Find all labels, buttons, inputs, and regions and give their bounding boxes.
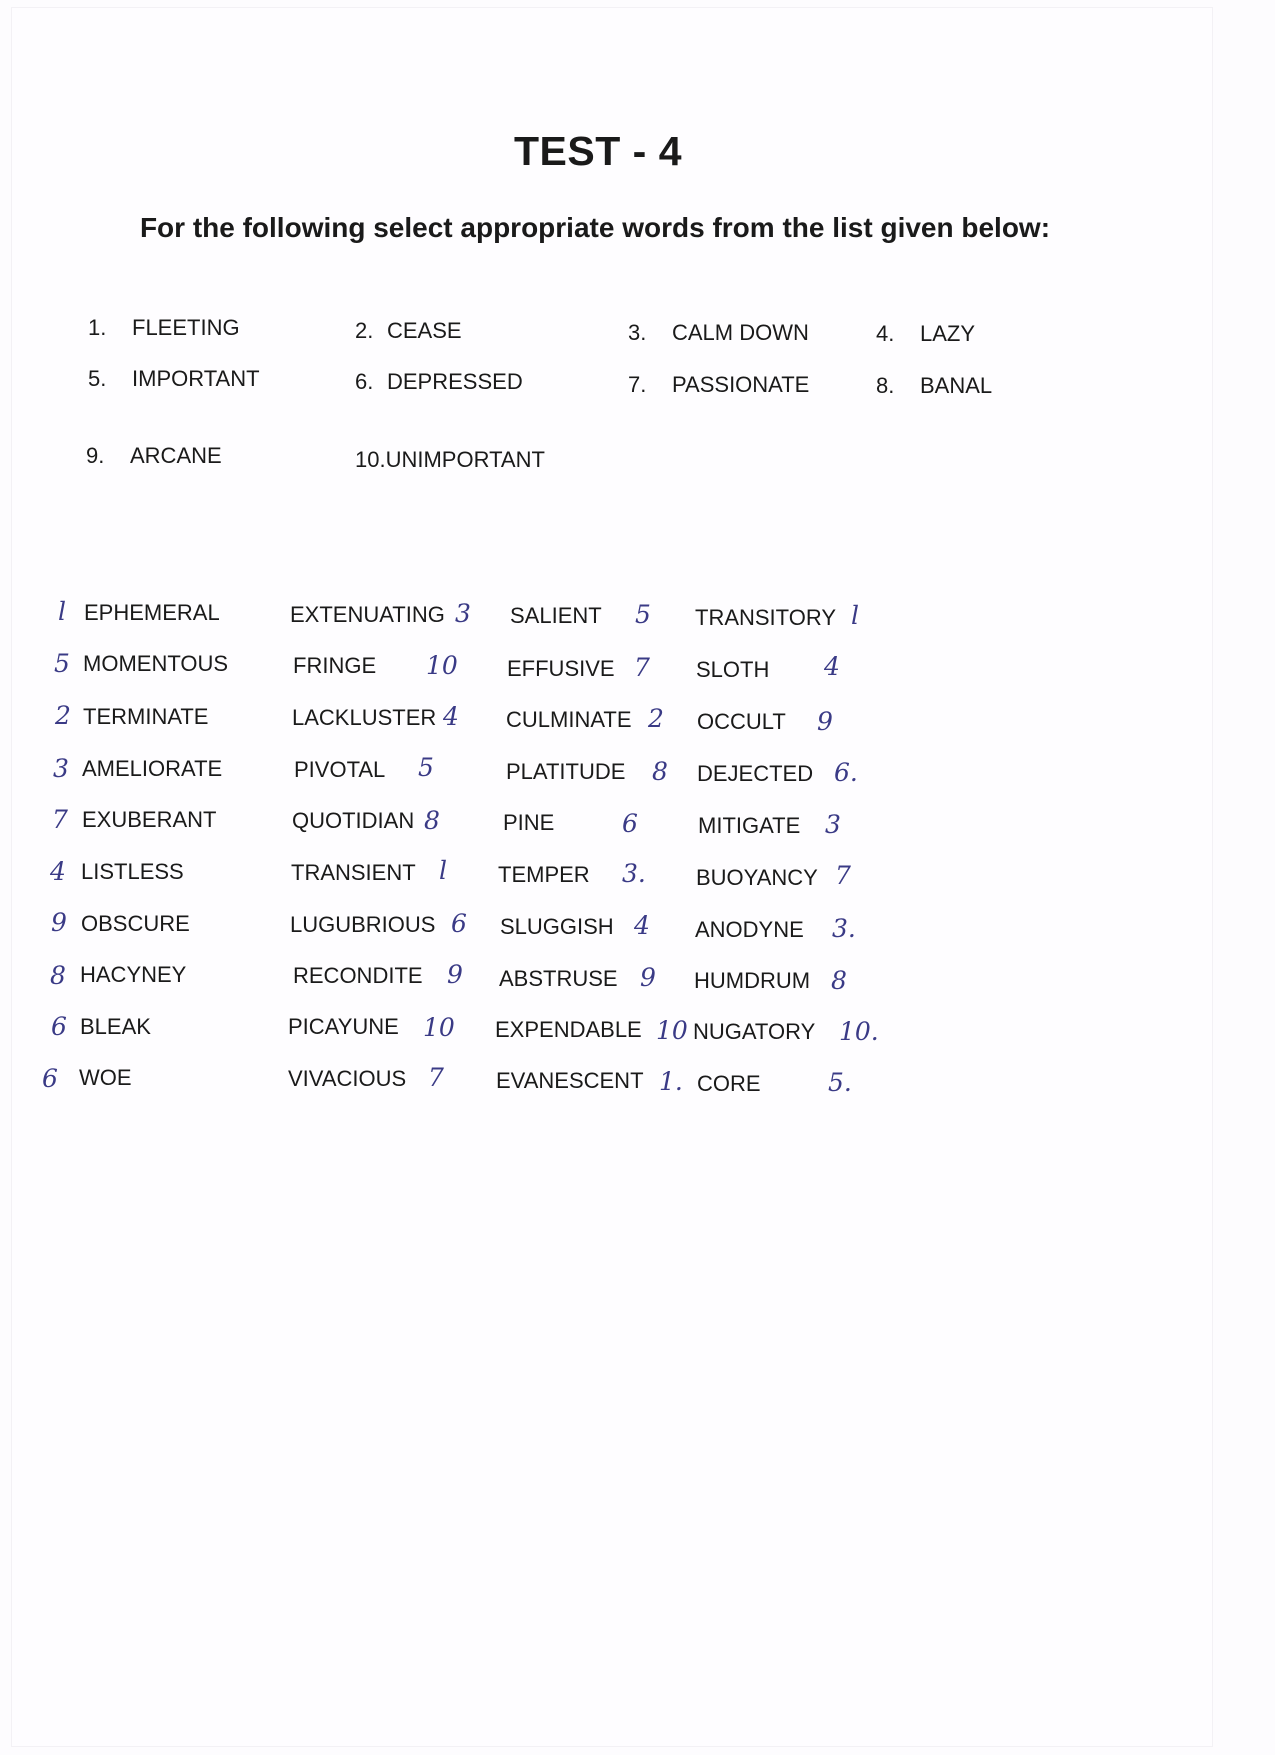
vocab-word: CORE (697, 1071, 761, 1096)
option-number: 3. (628, 320, 647, 345)
handwritten-answer: 6 (51, 1012, 67, 1041)
option-word: BANAL (920, 373, 993, 398)
handwritten-answer: 1. (659, 1067, 683, 1096)
vocab-word: RECONDITE (293, 963, 423, 988)
vocab-word: MITIGATE (698, 813, 801, 838)
option-item (628, 372, 809, 398)
handwritten-answer: 4 (824, 652, 840, 681)
handwritten-answer: 5 (54, 649, 70, 678)
handwritten-answer: 9 (51, 908, 67, 937)
handwritten-answer: 8 (652, 757, 668, 786)
handwritten-answer: 10 (426, 651, 458, 680)
option-item (876, 373, 992, 399)
option-number: 2. (355, 318, 374, 343)
vocab-word: LUGUBRIOUS (290, 912, 436, 937)
option-word: LAZY (920, 321, 976, 346)
vocab-word: OCCULT (697, 709, 786, 734)
handwritten-answer: 2 (55, 701, 71, 730)
option-word: DEPRESSED (387, 369, 523, 394)
option-word: ARCANE (130, 443, 222, 468)
vocab-word: PICAYUNE (288, 1014, 399, 1039)
handwritten-answer: 8 (831, 966, 847, 995)
option-number: 4. (876, 321, 895, 346)
vocab-word: ABSTRUSE (499, 966, 618, 991)
vocab-word: PINE (503, 810, 555, 835)
handwritten-answer: 3 (53, 754, 69, 783)
handwritten-answer: 3 (455, 599, 471, 628)
option-number: 9. (86, 443, 105, 468)
vocab-word: ANODYNE (695, 917, 804, 942)
handwritten-answer: 10 (656, 1016, 688, 1045)
option-item (876, 321, 975, 347)
handwritten-answer: 6 (622, 809, 638, 838)
vocab-word: SALIENT (510, 603, 602, 628)
option-word: UNIMPORTANT (385, 447, 545, 472)
vocab-word: OBSCURE (81, 911, 190, 936)
handwritten-answer: 9 (640, 963, 656, 992)
vocab-word: EXUBERANT (82, 807, 217, 832)
handwritten-answer: 8 (50, 961, 66, 990)
vocab-word: BUOYANCY (696, 865, 818, 890)
vocab-word: EPHEMERAL (84, 600, 220, 625)
handwritten-answer: 6 (451, 909, 467, 938)
handwritten-answer: 6. (834, 758, 858, 787)
vocab-word: QUOTIDIAN (292, 808, 415, 833)
option-item (628, 320, 809, 346)
vocab-word: WOE (79, 1065, 132, 1090)
handwritten-answer: l (439, 856, 447, 885)
vocab-word: EVANESCENT (496, 1068, 644, 1093)
handwritten-answer: 7 (634, 653, 650, 682)
option-item (88, 315, 240, 341)
vocab-word: LISTLESS (81, 859, 184, 884)
option-number: 10. (355, 447, 386, 472)
handwritten-answer: 10 (423, 1013, 455, 1042)
handwritten-answer: 7 (835, 861, 851, 890)
option-item (86, 443, 222, 469)
option-word: CEASE (387, 318, 462, 343)
vocab-word: VIVACIOUS (288, 1066, 407, 1091)
vocab-word: PLATITUDE (506, 759, 626, 784)
handwritten-answer: 9 (447, 960, 463, 989)
vocab-word: CULMINATE (506, 707, 632, 732)
handwritten-answer: l (851, 601, 859, 630)
option-word: CALM DOWN (672, 320, 809, 345)
option-word: PASSIONATE (672, 372, 810, 397)
option-number: 1. (88, 315, 107, 340)
vocab-word: LACKLUSTER (292, 705, 437, 730)
option-item (355, 369, 523, 395)
option-item (355, 318, 462, 344)
vocab-word: BLEAK (80, 1014, 151, 1039)
handwritten-answer: 5 (635, 600, 651, 629)
handwritten-answer: 3 (825, 810, 841, 839)
option-number: 7. (628, 372, 647, 397)
vocab-word: SLUGGISH (500, 914, 614, 939)
handwritten-answer: 5. (828, 1068, 852, 1097)
option-number: 5. (88, 366, 107, 391)
vocab-word: DEJECTED (697, 761, 814, 786)
handwritten-answer: 3. (622, 859, 646, 888)
handwritten-answer: 7 (428, 1063, 444, 1092)
handwritten-answer: l (58, 597, 66, 626)
option-word: IMPORTANT (132, 366, 260, 391)
handwritten-answer: 7 (52, 805, 68, 834)
vocab-word: HACYNEY (80, 962, 187, 987)
instruction-text: For the following select appropriate words from the list given below: (139, 212, 1051, 243)
vocab-word: EFFUSIVE (507, 656, 615, 681)
vocab-word: PIVOTAL (294, 757, 386, 782)
vocab-word: AMELIORATE (82, 756, 223, 781)
vocab-word: TERMINATE (83, 704, 209, 729)
handwritten-answer: 10. (839, 1017, 879, 1046)
vocab-word: NUGATORY (693, 1019, 816, 1044)
vocab-word: HUMDRUM (694, 968, 811, 993)
handwritten-answer: 3. (832, 914, 856, 943)
option-word: FLEETING (132, 315, 240, 340)
vocab-word: FRINGE (293, 653, 377, 678)
paper-sheet (12, 8, 1212, 1746)
vocab-word: MOMENTOUS (83, 651, 229, 676)
handwritten-answer: 6 (42, 1064, 58, 1093)
handwritten-answer: 5 (418, 753, 434, 782)
vocab-word: TRANSITORY (695, 605, 836, 630)
vocab-word: TRANSIENT (291, 860, 416, 885)
option-number: 8. (876, 373, 895, 398)
vocab-word: EXPENDABLE (495, 1017, 642, 1042)
option-item (88, 366, 260, 392)
vocab-word: TEMPER (498, 862, 590, 887)
handwritten-answer: 2 (648, 704, 664, 733)
vocab-word: SLOTH (696, 657, 770, 682)
handwritten-answer: 4 (634, 911, 650, 940)
handwritten-answer: 4 (443, 702, 459, 731)
option-number: 6. (355, 369, 374, 394)
vocab-word: EXTENUATING (290, 602, 445, 627)
option-item (355, 447, 545, 473)
page-title: TEST - 4 (513, 128, 683, 174)
handwritten-answer: 8 (424, 806, 440, 835)
handwritten-answer: 4 (50, 857, 66, 886)
handwritten-answer: 9 (817, 707, 833, 736)
